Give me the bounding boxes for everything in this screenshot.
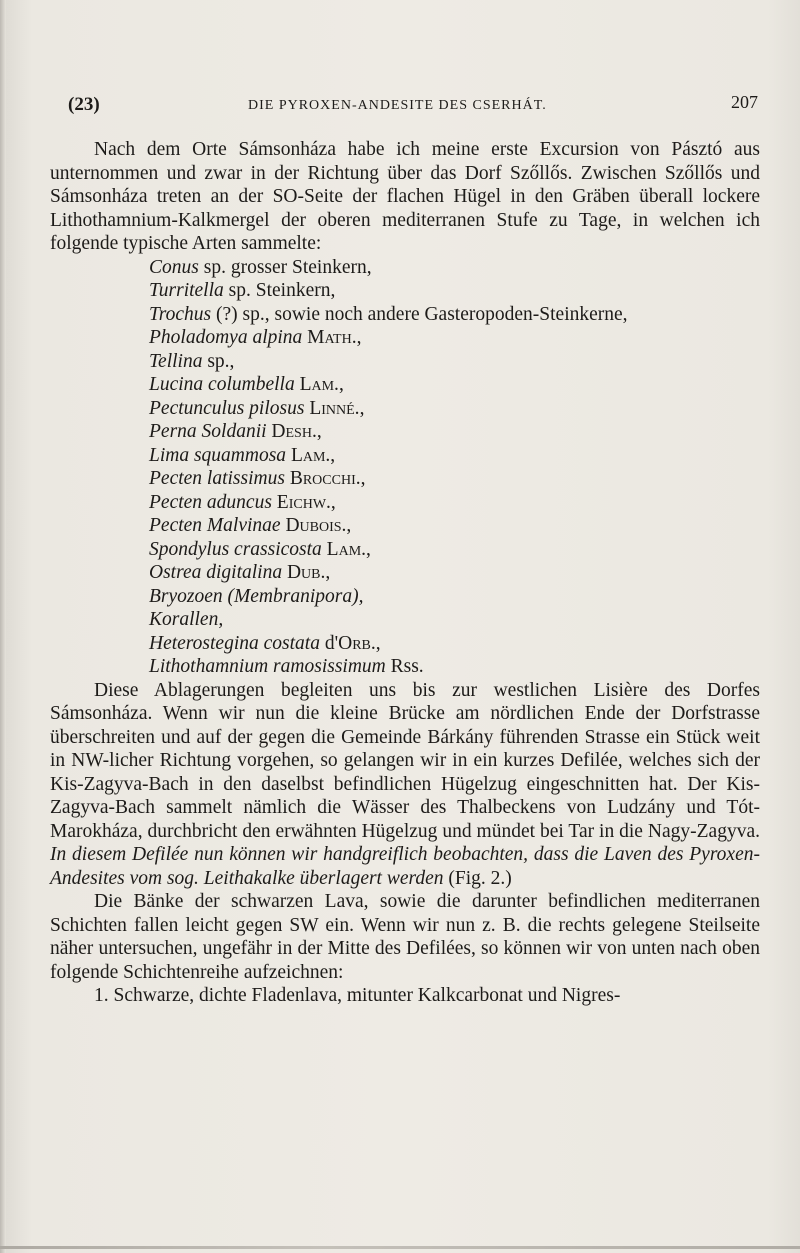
species-name: Pecten aduncus bbox=[149, 491, 272, 513]
species-name: Pecten latissimus bbox=[149, 468, 285, 489]
species-name: Lithothamnium ramosissimum bbox=[149, 656, 386, 677]
intro-paragraph: Nach dem Orte Sámsonháza habe ich meine erste Excursion von Pásztó aus unternommen und zwar in der Richtung über das Dorf Szőllős. Zwischen Szőllős und Sámsonháza treten an der SO-Seite der flachen Hügel in den Gräben überall lockere Lithothamnium-Kalkmergel der oberen mediterranen Stufe zu Tage, in welchen ich folgende typische Arten sammelte: bbox=[50, 139, 760, 254]
species-author: Desh. bbox=[271, 421, 317, 442]
species-punct: , bbox=[356, 327, 362, 348]
species-author: Lam. bbox=[290, 444, 331, 466]
species-author: Dubois. bbox=[285, 515, 347, 536]
species-note: sp. Steinkern, bbox=[223, 280, 336, 301]
species-item bbox=[149, 514, 760, 538]
bottom-edge-shadow bbox=[0, 1246, 800, 1249]
species-item bbox=[149, 585, 760, 609]
species-author: Lam. bbox=[299, 374, 339, 395]
species-name: Trochus bbox=[149, 303, 212, 325]
species-punct: , bbox=[330, 491, 336, 513]
species-note: sp. grosser Steinkern, bbox=[198, 256, 372, 278]
species-note: sp., bbox=[202, 350, 235, 372]
species-item bbox=[149, 538, 760, 562]
species-item bbox=[149, 350, 760, 374]
species-item bbox=[149, 632, 760, 656]
species-name: Ostrea digitalina bbox=[149, 562, 283, 583]
species-author: Brocchi. bbox=[289, 468, 361, 489]
species-item bbox=[149, 256, 760, 280]
species-name: Bryozoen (Membranipora), bbox=[149, 585, 364, 607]
species-note: d' bbox=[319, 632, 339, 654]
species-name: Pectunculus pilosus bbox=[149, 397, 305, 419]
species-list bbox=[50, 256, 760, 679]
species-author: Math. bbox=[307, 327, 357, 348]
species-punct: , bbox=[366, 538, 371, 560]
species-name: Heterostegina costata bbox=[149, 632, 320, 654]
species-item bbox=[149, 561, 760, 585]
paragraph-2 bbox=[50, 679, 760, 891]
running-header bbox=[68, 92, 758, 122]
species-punct: , bbox=[330, 444, 336, 466]
paragraph-4: 1. Schwarze, dichte Fladenlava, mitunter Kalkcarbonat und Nigres- bbox=[94, 985, 621, 1006]
species-name: Pholadomya alpina bbox=[149, 327, 303, 348]
species-punct: , bbox=[346, 515, 352, 536]
species-author: Eichw. bbox=[276, 491, 331, 513]
species-name: Conus bbox=[149, 256, 199, 278]
species-item bbox=[149, 491, 760, 515]
species-item bbox=[149, 373, 760, 397]
species-author: Orb. bbox=[338, 632, 376, 654]
species-punct: , bbox=[316, 421, 322, 442]
species-item bbox=[149, 444, 760, 468]
species-punct: , bbox=[338, 374, 344, 395]
paragraph-2-figure-ref: (Fig. 2.) bbox=[443, 867, 512, 889]
species-item bbox=[149, 326, 760, 350]
species-item bbox=[149, 279, 760, 303]
running-title: DIE PYROXEN-ANDESITE DES CSERHÁT. bbox=[248, 98, 547, 113]
species-author: Linné. bbox=[309, 397, 360, 419]
species-name: Tellina bbox=[149, 350, 203, 372]
paragraph-2-text: Diese Ablagerungen begleiten uns bis zur westlichen Lisière des Dorfes Sámsonháza. Wenn wir nun die kleine Brücke am nördlichen Ende der Dorfstrasse überschreiten und auf der gegen die Gemeinde Bárkány führenden Strasse ein Stück weit in NW-licher Richtung vorgehen, so gelangen wir in ein kurzes Defilée, welches sich der Kis-Zagyva-Bach in den daselbst befindlichen Hügelzug eingeschnitten hat. Der Kis-Zagyva-Bach sammelt nämlich die Wässer des Thalbeckens von Ludzány und Tót-Marokháza, durchbricht den erwähnten Hügelzug und mündet bei Tar in die Nagy-Zagyva. bbox=[50, 679, 760, 842]
species-name: Lucina columbella bbox=[149, 374, 295, 395]
species-name: Lima squammosa bbox=[149, 444, 287, 466]
species-punct: , bbox=[375, 632, 381, 654]
species-punct: , bbox=[360, 468, 366, 489]
species-note: Rss. bbox=[385, 656, 424, 677]
paragraph-3: Die Bänke der schwarzen Lava, sowie die darunter befindlichen mediterranen Schichten fallen leicht gegen SW ein. Wenn wir nun z. B. die rechts gelegene Steilseite näher untersuchen, ungefähr in der Mitte des Defilées, so können wir von unten nach oben folgende Schichtenreihe aufzeichnen: bbox=[50, 891, 760, 983]
body-text bbox=[50, 138, 760, 1008]
species-note: (?) sp., sowie noch andere Gasteropoden-Steinkerne, bbox=[211, 303, 628, 325]
species-name: Korallen, bbox=[149, 609, 224, 630]
species-punct: , bbox=[359, 397, 365, 419]
species-name: Pecten Malvinae bbox=[149, 515, 281, 536]
page-edge-shadow bbox=[0, 0, 6, 1253]
species-item bbox=[149, 303, 760, 327]
species-item bbox=[149, 655, 760, 679]
species-item bbox=[149, 467, 760, 491]
page-reference: (23) bbox=[68, 94, 100, 115]
species-author: Dub. bbox=[286, 562, 326, 583]
page-number: 207 bbox=[731, 92, 758, 112]
species-item bbox=[149, 420, 760, 444]
species-name: Perna Soldanii bbox=[149, 421, 267, 442]
species-author: Lam. bbox=[326, 538, 367, 560]
species-item bbox=[149, 608, 760, 632]
paragraph-2-italic: In diesem Defilée nun können wir handgreiflich beobachten, dass die Laven des Pyroxen-Andesites vom sog. Leithakalke überlagert werden bbox=[50, 844, 760, 889]
species-name: Turritella bbox=[149, 280, 224, 301]
species-name: Spondylus crassicosta bbox=[149, 538, 322, 560]
species-item bbox=[149, 397, 760, 421]
species-punct: , bbox=[325, 562, 331, 583]
